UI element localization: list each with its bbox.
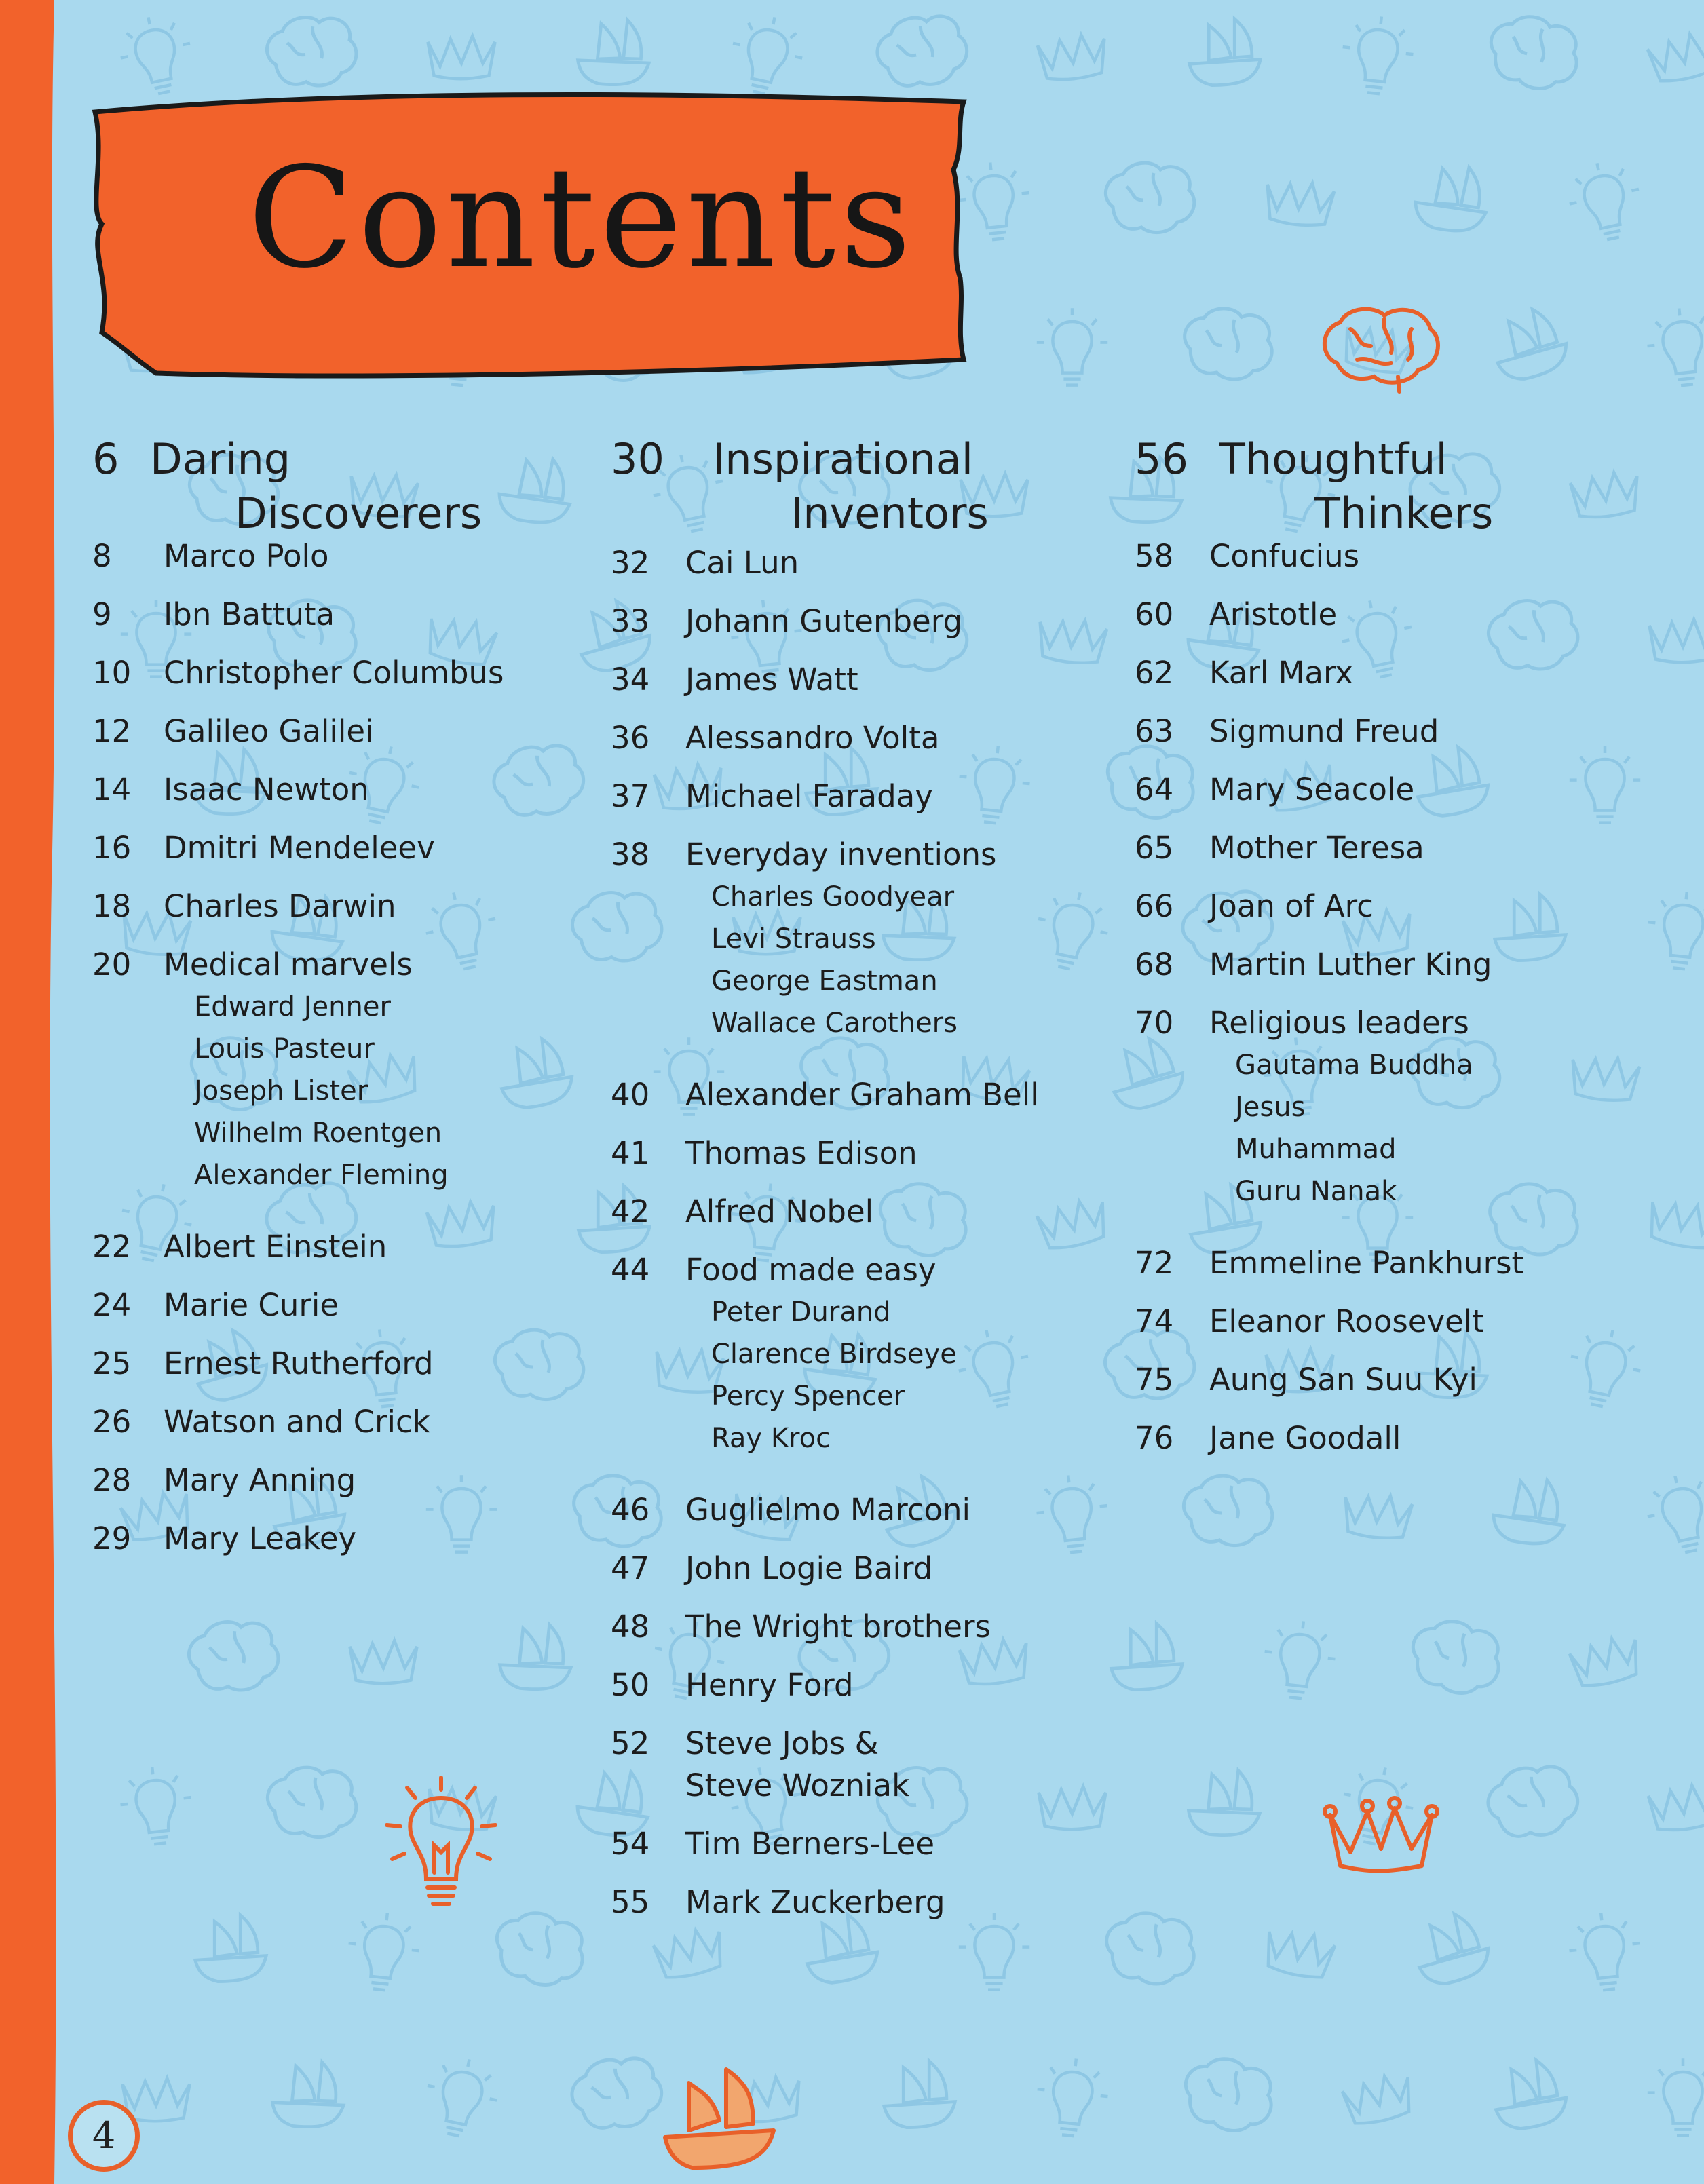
page-title: Contents	[248, 138, 915, 299]
toc-entry[interactable]	[92, 1228, 554, 1266]
ship-icon	[195, 1915, 267, 1982]
toc-entry[interactable]	[611, 1193, 1072, 1231]
toc-entry[interactable]	[1135, 1004, 1596, 1042]
lightbulb-icon	[1644, 305, 1704, 389]
toc-entry[interactable]	[611, 1134, 1072, 1172]
brain-icon	[186, 1617, 281, 1695]
lightbulb-icon	[1562, 156, 1648, 246]
entry-title: Mary Anning	[164, 1462, 356, 1498]
entry-title: Steve Jobs &	[685, 1725, 879, 1761]
ship-icon	[497, 1620, 575, 1693]
entry-page-number: 29	[92, 1520, 132, 1556]
brain-icon	[1105, 163, 1194, 232]
entry-title: Johann Gutenberg	[685, 603, 963, 639]
brain-icon	[1184, 1476, 1272, 1545]
entry-title: The Wright brothers	[685, 1609, 991, 1645]
entry-page-number: 32	[611, 545, 650, 581]
entry-page-number: 60	[1135, 596, 1174, 632]
section-title-line2: Discoverers	[235, 488, 482, 538]
toc-subentry[interactable]: Joseph Lister	[194, 1075, 368, 1107]
entry-title: Food made easy	[685, 1252, 936, 1288]
entry-page-number: 8	[92, 538, 112, 574]
lightbulb-icon	[1029, 885, 1115, 976]
toc-entry[interactable]	[611, 719, 1072, 757]
brain-icon	[1103, 1909, 1198, 1987]
crown-icon	[1646, 29, 1704, 85]
section-title-line1: Inspirational	[713, 434, 973, 484]
entry-title: Alessandro Volta	[685, 720, 940, 756]
toc-entry[interactable]	[92, 1345, 554, 1383]
crown-icon	[350, 1641, 417, 1683]
lightbulb-icon	[1260, 1617, 1339, 1702]
toc-entry[interactable]	[1135, 771, 1596, 809]
section-heading	[611, 431, 1086, 546]
entry-title: Henry Ford	[685, 1667, 854, 1703]
crown-icon	[1262, 1926, 1336, 1981]
entry-page-number: 16	[92, 830, 132, 866]
entry-page-number: 54	[611, 1826, 650, 1862]
entry-title: Charles Darwin	[164, 888, 396, 924]
entry-title: James Watt	[685, 662, 858, 697]
toc-entry[interactable]	[92, 654, 554, 692]
toc-subentry[interactable]: Gautama Buddha	[1235, 1050, 1473, 1081]
ship-icon	[1190, 19, 1261, 85]
toc-subentry[interactable]: Percy Spencer	[711, 1381, 905, 1412]
section-page-number: 56	[1135, 434, 1188, 484]
entry-page-number: 75	[1135, 1362, 1174, 1398]
entry-page-number: 41	[611, 1135, 650, 1171]
crown-icon	[1650, 619, 1704, 662]
toc-entry[interactable]	[1135, 1244, 1596, 1282]
crown-icon	[1313, 1791, 1449, 1879]
toc-subentry[interactable]: Wilhelm Roentgen	[194, 1117, 442, 1149]
ship-icon	[497, 1037, 575, 1110]
toc-entry[interactable]	[92, 596, 554, 634]
crown-icon	[428, 36, 495, 79]
brain-icon	[569, 887, 664, 965]
entry-page-number: 66	[1135, 888, 1174, 924]
lightbulb-icon	[959, 1913, 1029, 1989]
entry-title: Mary Seacole	[1209, 771, 1415, 807]
toc-entry[interactable]	[92, 1286, 554, 1324]
toc-entry[interactable]	[92, 946, 554, 984]
entry-page-number: 63	[1135, 713, 1174, 749]
brain-icon	[1181, 305, 1276, 383]
toc-entry[interactable]	[1135, 887, 1596, 925]
entry-page-number: 47	[611, 1550, 650, 1586]
crown-icon	[1264, 178, 1335, 228]
toc-entry[interactable]	[611, 836, 1072, 874]
crown-icon	[1342, 1491, 1413, 1541]
entry-page-number: 68	[1135, 946, 1174, 982]
toc-entry[interactable]	[611, 1550, 1072, 1588]
ship-icon	[1410, 1909, 1494, 1988]
entry-page-number: 48	[611, 1609, 650, 1645]
toc-entry[interactable]	[92, 771, 554, 809]
entry-page-number: 9	[92, 596, 112, 632]
toc-entry[interactable]	[92, 829, 554, 867]
entry-title: Alfred Nobel	[685, 1193, 874, 1229]
entry-title: Aung San Suu Kyi	[1209, 1362, 1477, 1398]
lightbulb-icon	[1644, 888, 1704, 972]
toc-entry[interactable]	[1135, 1419, 1596, 1457]
entry-page-number: 28	[92, 1462, 132, 1498]
ship-icon	[1411, 158, 1494, 237]
entry-page-number: 38	[611, 837, 650, 873]
toc-subentry[interactable]: Wallace Carothers	[711, 1008, 958, 1039]
entry-title: Alexander Graham Bell	[685, 1077, 1039, 1113]
lightbulb-icon	[344, 1909, 423, 1993]
entry-title: Mary Leakey	[164, 1520, 357, 1556]
entry-title: Aristotle	[1209, 596, 1338, 632]
ship-icon	[1488, 304, 1572, 383]
toc-entry[interactable]	[1135, 946, 1596, 984]
entry-page-number: 25	[92, 1345, 132, 1381]
entry-page-number: 52	[611, 1725, 650, 1761]
crown-icon	[1568, 1634, 1643, 1689]
brain-icon	[1405, 1614, 1507, 1700]
section-title-line2: Thinkers	[1314, 488, 1494, 538]
page-number: 4	[68, 2100, 140, 2172]
brain-icon	[489, 1906, 590, 1992]
crown-icon	[1037, 33, 1108, 82]
toc-entry[interactable]	[611, 1666, 1072, 1704]
entry-page-number: 55	[611, 1884, 650, 1920]
entry-page-number: 34	[611, 662, 650, 697]
crown-icon	[652, 1926, 727, 1981]
entry-title: Guglielmo Marconi	[685, 1492, 971, 1528]
section-title-line2: Inventors	[791, 488, 989, 538]
ship-icon	[1112, 1624, 1183, 1690]
toc-entry[interactable]	[611, 1825, 1072, 1863]
toc-subentry[interactable]: Ray Kroc	[711, 1423, 831, 1454]
toc-subentry[interactable]: Guru Nanak	[1235, 1176, 1397, 1207]
entry-title: Watson and Crick	[164, 1404, 430, 1440]
entry-page-number: 74	[1135, 1303, 1174, 1339]
toc-entry[interactable]	[1135, 1361, 1596, 1399]
toc-entry[interactable]	[92, 1520, 554, 1558]
entry-title: John Logie Baird	[685, 1550, 933, 1586]
toc-entry[interactable]	[1135, 1303, 1596, 1341]
brain-icon	[1483, 9, 1585, 96]
entry-page-number: 26	[92, 1404, 132, 1440]
ship-icon	[1489, 1471, 1572, 1550]
section-title-line1: Thoughtful	[1219, 434, 1447, 484]
lightbulb-icon	[1037, 308, 1107, 385]
toc-entry[interactable]	[92, 1403, 554, 1441]
entry-page-number: 18	[92, 888, 132, 924]
toc-subentry[interactable]: Charles Goodyear	[711, 881, 955, 913]
crown-icon	[1039, 1786, 1106, 1829]
crown-icon	[1569, 1054, 1640, 1103]
entry-title: Jane Goodall	[1209, 1420, 1401, 1456]
lightbulb-icon	[1338, 13, 1417, 97]
entry-title: Cai Lun	[685, 545, 799, 581]
toc-entry[interactable]	[1135, 829, 1596, 867]
toc-entry[interactable]	[611, 1251, 1072, 1289]
entry-title: Albert Einstein	[164, 1229, 387, 1265]
entry-title: Medical marvels	[164, 946, 413, 982]
toc-entry[interactable]	[92, 712, 554, 750]
ship-icon	[1105, 1033, 1188, 1113]
lightbulb-icon	[1640, 1469, 1704, 1559]
crown-icon	[1645, 1196, 1704, 1252]
lightbulb-icon	[951, 1323, 1037, 1413]
toc-subentry[interactable]: Jesus	[1235, 1092, 1306, 1123]
toc-entry[interactable]	[611, 778, 1072, 816]
ship-icon	[651, 2056, 787, 2178]
entry-page-number: 46	[611, 1492, 650, 1528]
section-heading	[1135, 431, 1610, 546]
toc-entry[interactable]	[1135, 596, 1596, 634]
entry-title: Isaac Newton	[164, 771, 369, 807]
entry-page-number: 76	[1135, 1420, 1174, 1456]
entry-title: Joan of Arc	[1209, 888, 1374, 924]
orange-spine	[0, 0, 64, 2184]
entry-title: Ernest Rutherford	[164, 1345, 434, 1381]
entry-title: Ibn Battuta	[164, 596, 335, 632]
entry-title: Tim Berners-Lee	[685, 1826, 935, 1862]
toc-entry[interactable]	[611, 661, 1072, 699]
toc-subentry[interactable]: Edward Jenner	[194, 991, 391, 1022]
section-page-number: 6	[92, 434, 119, 484]
entry-title: Everyday inventions	[685, 837, 997, 873]
entry-title: Galileo Galilei	[164, 713, 374, 749]
toc-subentry[interactable]: Peter Durand	[711, 1297, 891, 1328]
lightbulb-icon	[1566, 1909, 1644, 1993]
toc-subentry[interactable]: Levi Strauss	[711, 923, 876, 955]
toc-entry[interactable]	[611, 1491, 1072, 1529]
entry-title: Michael Faraday	[685, 778, 933, 814]
lightbulb-icon	[419, 2052, 504, 2143]
entry-title: Martin Luther King	[1209, 946, 1492, 982]
entry-page-number: 58	[1135, 538, 1174, 574]
ship-icon	[270, 2058, 347, 2131]
toc-entry[interactable]	[1135, 654, 1596, 692]
toc-entry[interactable]	[92, 1461, 554, 1499]
section-title-line1: Daring	[150, 434, 291, 484]
entry-title: Dmitri Mendeleev	[164, 830, 435, 866]
entry-page-number: 44	[611, 1252, 650, 1288]
entry-page-number: 70	[1135, 1005, 1174, 1041]
entry-page-number: 36	[611, 720, 650, 756]
brain-icon	[1317, 302, 1445, 397]
toc-subentry[interactable]: Clarence Birdseye	[711, 1339, 957, 1370]
entry-page-number: 33	[611, 603, 650, 639]
entry-page-number: 12	[92, 713, 132, 749]
entry-page-number: 62	[1135, 655, 1174, 691]
entry-title: Marie Curie	[164, 1287, 339, 1323]
toc-subentry[interactable]: George Eastman	[711, 965, 938, 997]
entry-title: Marco Polo	[164, 538, 329, 574]
entry-page-number: 65	[1135, 830, 1174, 866]
lightbulb-icon	[117, 1763, 195, 1847]
toc-subentry[interactable]: Muhammad	[1235, 1134, 1397, 1165]
entry-page-number: 14	[92, 771, 132, 807]
entry-title: Religious leaders	[1209, 1005, 1469, 1041]
entry-title: Emmeline Pankhurst	[1209, 1245, 1524, 1281]
crown-icon	[1341, 2071, 1416, 2127]
toc-entry[interactable]	[611, 1883, 1072, 1921]
toc-subentry[interactable]: Louis Pasteur	[194, 1033, 375, 1065]
toc-entry[interactable]	[611, 1725, 1072, 1763]
lightbulb-icon	[1648, 2058, 1704, 2135]
brain-icon	[1482, 1759, 1583, 1845]
ship-icon	[1492, 2058, 1569, 2131]
ship-icon	[803, 1912, 880, 1985]
toc-subentry[interactable]: Alexander Fleming	[194, 1160, 449, 1191]
entry-page-number: 20	[92, 946, 132, 982]
entry-page-number: 72	[1135, 1245, 1174, 1281]
entry-page-number: 64	[1135, 771, 1174, 807]
toc-entry[interactable]	[1135, 537, 1596, 575]
ship-icon	[1186, 1766, 1264, 1839]
entry-page-number: 24	[92, 1287, 132, 1323]
entry-title: Sigmund Freud	[1209, 713, 1439, 749]
entry-title: Karl Marx	[1209, 655, 1353, 691]
entry-page-number: 37	[611, 778, 650, 814]
entry-title: Mother Teresa	[1209, 830, 1424, 866]
brain-icon	[267, 1767, 356, 1837]
toc-entry[interactable]	[1135, 712, 1596, 750]
toc-entry[interactable]	[611, 1608, 1072, 1646]
lightbulb-icon	[380, 1771, 502, 1920]
entry-title: Mark Zuckerberg	[685, 1884, 945, 1920]
entry-title: Thomas Edison	[685, 1135, 917, 1171]
brain-icon	[1178, 2052, 1279, 2138]
toc-entry[interactable]	[92, 887, 554, 925]
ship-icon	[884, 2061, 955, 2128]
entry-page-number: 42	[611, 1193, 650, 1229]
toc-entry-continued: Steve Wozniak	[685, 1767, 910, 1803]
entry-title: Christopher Columbus	[164, 655, 504, 691]
entry-page-number: 22	[92, 1229, 132, 1265]
entry-title: Confucius	[1209, 538, 1360, 574]
entry-page-number: 50	[611, 1667, 650, 1703]
toc-entry[interactable]	[611, 602, 1072, 640]
toc-entry[interactable]	[611, 1076, 1072, 1114]
entry-page-number: 40	[611, 1077, 650, 1113]
crown-icon	[1648, 1783, 1704, 1833]
entry-page-number: 10	[92, 655, 132, 691]
section-heading	[92, 431, 567, 546]
toc-entry[interactable]	[92, 537, 554, 575]
section-page-number: 30	[611, 434, 664, 484]
lightbulb-icon	[1033, 2055, 1112, 2139]
entry-title: Eleanor Roosevelt	[1209, 1303, 1484, 1339]
toc-entry[interactable]	[611, 544, 1072, 582]
